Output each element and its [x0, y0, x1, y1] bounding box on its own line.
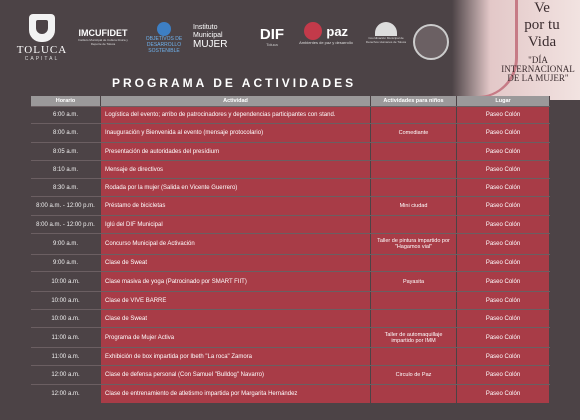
cell-hora: 8:00 a.m.: [31, 124, 101, 142]
cell-actividad: Inauguración y Bienvenida al evento (mensaje protocolario): [101, 124, 371, 142]
cell-hora: 10:00 a.m.: [31, 272, 101, 291]
cell-hora: 11:00 a.m.: [31, 348, 101, 365]
cell-actividad: Clase de VIVE BARRE: [101, 292, 371, 309]
paz-sub: Ambientes de paz y desarrollo: [299, 40, 353, 46]
table-body: [31, 106, 550, 403]
table-row: [31, 327, 550, 347]
instituto-line3: MUJER: [193, 39, 228, 50]
table-row: [31, 196, 550, 215]
table-row: [31, 254, 550, 271]
toluca-name: TOLUCA: [16, 44, 68, 56]
cell-actividad: Concurso Municipal de Activación: [101, 234, 371, 254]
table-row: [31, 365, 550, 384]
campaign-slogan: [506, 0, 578, 51]
toluca-logo: [14, 14, 70, 62]
instituto-line1: Instituto: [193, 24, 218, 31]
cell-hora: 8:00 a.m. - 12:00 p.m.: [31, 197, 101, 215]
cell-actividad: Préstamo de bicicletas: [101, 197, 371, 215]
ods-text: OBJETIVOS DE DESARROLLO SOSTENIBLE: [145, 36, 183, 54]
cell-hora: 8:10 a.m.: [31, 161, 101, 178]
cell-hora: 6:00 a.m.: [31, 107, 101, 123]
cell-lugar: Paseo Colón: [457, 124, 550, 142]
toluca-sub: CAPITAL: [24, 56, 60, 62]
cell-hora: 9:00 a.m.: [31, 255, 101, 271]
cell-actividad: Iglú del DIF Municipal: [101, 216, 371, 233]
table-row: [31, 384, 550, 403]
header-actividad: Actividad: [101, 96, 371, 106]
cell-hora: 8:00 a.m. - 12:00 p.m.: [31, 216, 101, 233]
cell-ninos: Taller de pintura impartido por "Hagamos vial": [371, 234, 457, 254]
cell-actividad: Clase de Sweat: [101, 310, 371, 327]
cell-ninos: [371, 216, 457, 233]
instituto-line2: Municipal: [193, 32, 223, 39]
instituto-mujer-logo: [193, 24, 249, 50]
cell-ninos: [371, 385, 457, 403]
cell-actividad: Presentación de autoridades del presídium: [101, 143, 371, 160]
table-row: [31, 291, 550, 309]
cell-actividad: Clase de Sweat: [101, 255, 371, 271]
page-title: PROGRAMA DE ACTIVIDADES: [112, 76, 357, 90]
cell-lugar: Paseo Colón: [457, 272, 550, 291]
shield-icon: [29, 14, 55, 42]
imcufidet-sub: Instituto Municipal de Cultura Física y Deporte de Toluca: [78, 38, 128, 46]
cell-lugar: Paseo Colón: [457, 348, 550, 365]
cell-ninos: [371, 348, 457, 365]
cell-lugar: Paseo Colón: [457, 161, 550, 178]
table-header: [31, 96, 550, 106]
campaign-day: [496, 56, 580, 83]
cell-ninos: Comediante: [371, 124, 457, 142]
cell-lugar: Paseo Colón: [457, 366, 550, 384]
cell-lugar: Paseo Colón: [457, 216, 550, 233]
cell-lugar: Paseo Colón: [457, 255, 550, 271]
imcufidet-logo: [74, 28, 132, 46]
cell-ninos: [371, 161, 457, 178]
cell-hora: 10:00 a.m.: [31, 310, 101, 327]
table-row: [31, 160, 550, 178]
cell-actividad: Rodada por la mujer (Salida en Vicente Guerrero): [101, 179, 371, 196]
header-lugar: Lugar: [457, 96, 550, 106]
cell-lugar: Paseo Colón: [457, 107, 550, 123]
slogan-line2: por tu: [524, 17, 560, 33]
table-row: [31, 233, 550, 254]
day-line3: DE LA MUJER": [507, 73, 569, 83]
cell-lugar: Paseo Colón: [457, 385, 550, 403]
cell-ninos: [371, 310, 457, 327]
table-row: [31, 271, 550, 291]
table-row: [31, 142, 550, 160]
table-row: [31, 347, 550, 365]
derechos-humanos-text: Coordinación Municipal de Derechos Humanos de Toluca: [365, 36, 407, 44]
paz-name: paz: [326, 23, 349, 39]
cell-ninos: [371, 143, 457, 160]
cell-actividad: Logística del evento; arribo de patrocinadores y dependencias participantes con stand.: [101, 107, 371, 123]
ods-logo: [139, 22, 189, 54]
table-row: [31, 106, 550, 123]
cell-hora: 12:00 a.m.: [31, 366, 101, 384]
cell-actividad: Exhibición de box impartida por Ibeth "La roca" Zamora: [101, 348, 371, 365]
cell-ninos: Payasita: [371, 272, 457, 291]
cell-ninos: Taller de automaquillaje impartido por IMM: [371, 328, 457, 347]
day-line2: INTERNACIONAL: [501, 64, 575, 74]
table-row: [31, 123, 550, 142]
globe-icon: [157, 22, 171, 36]
cell-actividad: Mensaje de directivos: [101, 161, 371, 178]
cell-ninos: Circulo de Paz: [371, 366, 457, 384]
table-row: [31, 309, 550, 327]
cell-actividad: Clase masiva de yoga (Patrocinado por SMART FIIT): [101, 272, 371, 291]
cell-hora: 12:00 a.m.: [31, 385, 101, 403]
paz-logo: [298, 22, 354, 45]
cell-lugar: Paseo Colón: [457, 197, 550, 215]
slogan-line3: Vida: [527, 34, 557, 50]
cell-hora: 10:00 a.m.: [31, 292, 101, 309]
imcufidet-name: IMCUFIDET: [78, 28, 128, 38]
dif-sub: Toluca: [266, 42, 278, 47]
cell-ninos: [371, 179, 457, 196]
cell-lugar: Paseo Colón: [457, 143, 550, 160]
cell-lugar: Paseo Colón: [457, 328, 550, 347]
day-line1: "DÍA: [528, 55, 548, 65]
cell-hora: 8:30 a.m.: [31, 179, 101, 196]
cell-ninos: Mini ciudad: [371, 197, 457, 215]
activities-table: [31, 96, 550, 403]
cell-ninos: [371, 107, 457, 123]
arch-icon: [375, 22, 397, 36]
header-ninos: Actividades para niños: [371, 96, 457, 106]
cell-lugar: Paseo Colón: [457, 179, 550, 196]
cell-actividad: Programa de Mujer Activa: [101, 328, 371, 347]
slogan-line1: Ve: [534, 0, 550, 16]
cell-lugar: Paseo Colón: [457, 292, 550, 309]
cell-lugar: Paseo Colón: [457, 234, 550, 254]
table-row: [31, 215, 550, 233]
dif-name: DIF: [259, 26, 285, 43]
cell-ninos: [371, 255, 457, 271]
dif-logo: [254, 27, 290, 47]
cell-hora: 9:00 a.m.: [31, 234, 101, 254]
seal-logo: [413, 24, 449, 60]
cell-hora: 11:00 a.m.: [31, 328, 101, 347]
header-hora: Horario: [31, 96, 101, 106]
cell-lugar: Paseo Colón: [457, 310, 550, 327]
dove-icon: [304, 22, 322, 40]
derechos-humanos-logo: [364, 22, 408, 44]
cell-actividad: Clase de defensa personal (Con Samuel "Bulldog" Navarro): [101, 366, 371, 384]
cell-hora: 8:05 a.m.: [31, 143, 101, 160]
table-row: [31, 178, 550, 196]
cell-ninos: [371, 292, 457, 309]
cell-actividad: Clase de entrenamiento de atletismo impartida por Margarita Hernández: [101, 385, 371, 403]
